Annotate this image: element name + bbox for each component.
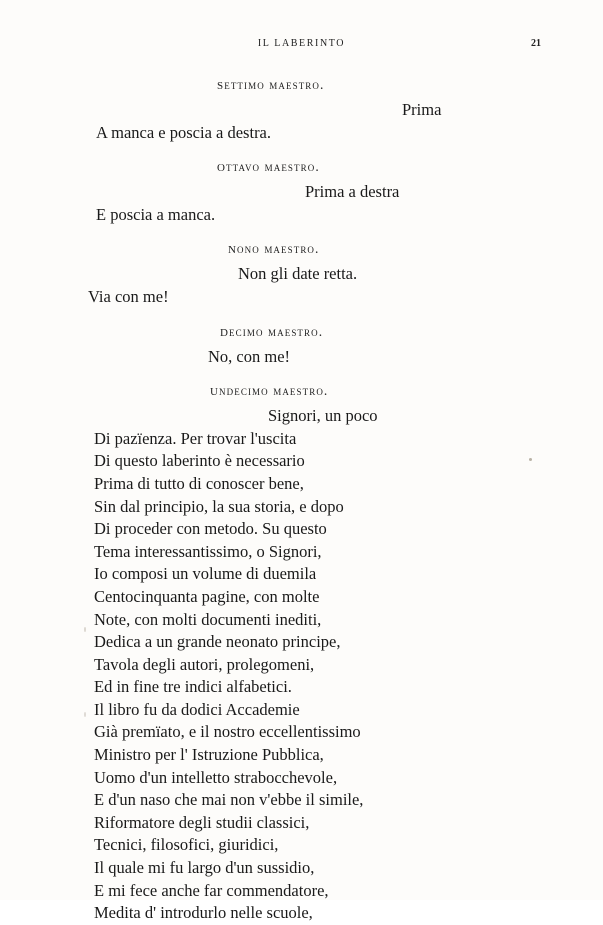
page-number: 21 (531, 38, 541, 49)
paper-speck (84, 627, 86, 632)
verse-line: Sin dal principio, la sua storia, e dopo (94, 496, 344, 516)
verse-line: Signori, un poco (268, 406, 378, 426)
running-head: IL LABERINTO (257, 38, 346, 49)
speaker-name: undecimo maestro. (210, 382, 329, 400)
verse-line: Di questo laberinto è necessario (94, 451, 305, 471)
verse-line: Il libro fu da dodici Accademie (94, 699, 300, 719)
paper-speck (84, 712, 86, 717)
speaker-name: settimo maestro. (217, 76, 325, 93)
verse-line: Medita d' introdurlo nelle scuole, (94, 903, 313, 923)
speaker-name: nono maestro. (228, 240, 320, 258)
verse-line: Note, con molti documenti inediti, (94, 609, 322, 629)
verse-line: Ed in fine tre indici alfabetici. (94, 677, 292, 697)
verse-line: Già premïato, e il nostro eccellentissimo (94, 722, 361, 742)
verse-line: A manca e poscia a destra. (96, 122, 272, 142)
speaker-name: decimo maestro. (220, 322, 324, 340)
paper-speck (529, 458, 532, 461)
verse-line: Prima (402, 100, 442, 119)
verse-line: Centocinquanta pagine, con molte (94, 586, 320, 606)
verse-line: Tecnici, filosofici, giuridici, (94, 835, 279, 855)
verse-line: Io composi un volume di duemila (94, 564, 317, 584)
verse-line: E poscia a manca. (96, 204, 216, 224)
verse-line: Riformatore degli studii classici, (94, 812, 310, 832)
verse-line: Tavola degli autori, prolegomeni, (94, 654, 315, 674)
verse-line: Dedica a un grande neonato principe, (94, 632, 341, 652)
poem-body (72, 62, 551, 925)
verse-line: Ministro per l' Istruzione Pubblica, (94, 745, 324, 765)
verse-line: Il quale mi fu largo d'un sussidio, (94, 858, 315, 878)
verse-line: E d'un naso che mai non v'ebbe il simile, (94, 790, 364, 810)
verse-line: Uomo d'un intelletto strabocchevole, (94, 767, 338, 787)
verse-line: Via con me! (88, 286, 169, 306)
verse-line: Di proceder con metodo. Su questo (94, 519, 327, 539)
verse-line: Non gli date retta. (238, 264, 358, 284)
speaker-name: ottavo maestro. (217, 158, 320, 176)
verse-line: No, con me! (208, 346, 291, 366)
verse-line: Prima di tutto di conoscer bene, (94, 473, 304, 493)
verse-line: Tema interessantissimo, o Signori, (94, 541, 322, 561)
verse-line: Di pazïenza. Per trovar l'uscita (94, 428, 297, 448)
verse-line: Prima a destra (305, 182, 400, 202)
verse-line: E mi fece anche far commendatore, (94, 880, 329, 900)
